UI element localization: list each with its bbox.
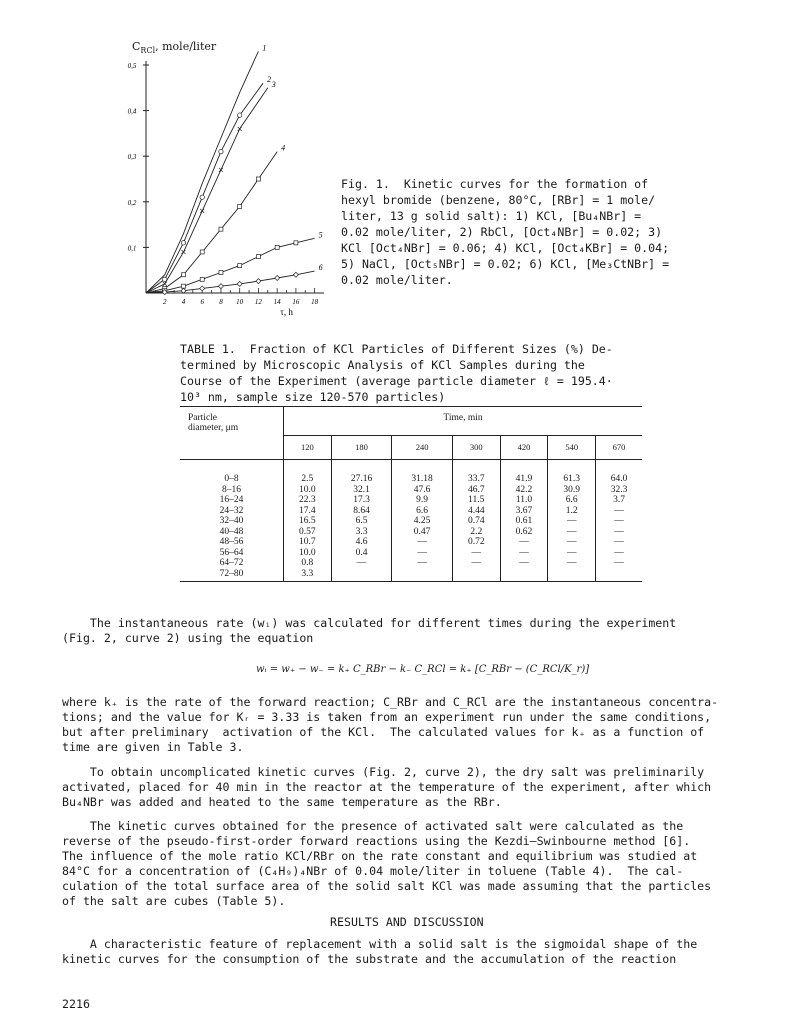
table-cell: 0.4 — [355, 547, 368, 558]
table-cell: 0.57 — [299, 526, 316, 537]
table-cell: — — [356, 558, 367, 568]
data-point — [294, 241, 298, 245]
y-tick-label: 0,4 — [127, 107, 137, 116]
curve-1 — [146, 51, 258, 293]
table-cell — [501, 569, 548, 580]
data-point — [200, 209, 204, 213]
table-cell: — — [566, 547, 577, 558]
table-caption: TABLE 1. Fraction of KCl Particles of Different Sizes (%) De- termined by Microscopic Analysis of KCl Samples during the Course of the Experiment (average particle diameter ℓ = 195.4· 10³ nm, sample size 120-570 particles) — [180, 342, 613, 404]
x-tick-label: 10 — [236, 298, 244, 306]
table-cell: — — [566, 537, 577, 547]
table-cell: — — [566, 516, 577, 526]
table-cell: — — [519, 547, 529, 558]
table-cell-diameter: 48–56 — [219, 537, 244, 547]
x-axis-label: τ, h — [280, 307, 293, 317]
curve-label: 4 — [281, 143, 286, 153]
curve-label: 5 — [318, 230, 323, 240]
table-cell-diameter: 8–16 — [222, 484, 241, 495]
curve-3 — [146, 88, 268, 293]
table-time-header: 240 — [392, 436, 453, 460]
data-point — [238, 127, 242, 131]
x-tick-label: 18 — [311, 298, 319, 306]
table-cell — [453, 569, 500, 580]
table-cell: 41.9 — [515, 474, 533, 484]
data-point — [219, 149, 223, 153]
table-cell: 9.9 — [416, 495, 429, 505]
table-cell: 17.3 — [353, 495, 370, 505]
table-value-column — [500, 460, 548, 582]
table-cell: 0.61 — [515, 516, 533, 526]
curve-2 — [146, 83, 263, 293]
table-cell: 2.5 — [301, 474, 314, 484]
table-cell — [332, 569, 392, 580]
table-cell: 3.3 — [301, 568, 314, 579]
section-heading: RESULTS AND DISCUSSION — [330, 915, 484, 929]
table-cell: — — [519, 558, 529, 568]
table-cell: 6.6 — [565, 495, 578, 505]
y-tick-label: 0,1 — [127, 244, 137, 253]
table-cell: — — [614, 537, 624, 547]
table-value-column — [452, 460, 500, 582]
table-cell: 0.72 — [467, 537, 485, 547]
y-tick-label: 0,2 — [127, 198, 137, 207]
table-time-header: 420 — [500, 436, 548, 460]
x-tick-label: 2 — [162, 298, 167, 306]
figure-caption: Fig. 1. Kinetic curves for the formation of hexyl bromide (benzene, 80°C, [RBr] = 1 mole/ liter, 13 g solid salt): 1) KCl, [Bu₄NBr] = 0.02 mole/liter, 2) RbCl, [Oct₄NBr] = 0.02; 3) KCl [Oct₄NBr] = 0.06; 4) KCl, [Oct₄KBr] = 0.04; 5) NaCl, [Oct₅NBr] = 0.02; 6) KCl, [Me₃CtNBr] = 0.02 mole/liter. — [341, 177, 670, 287]
data-point — [219, 168, 223, 172]
table-cell: 11.0 — [515, 495, 533, 505]
table-cell: 30.9 — [563, 484, 581, 495]
page-number: 2216 — [62, 997, 90, 1011]
table-cell: — — [614, 558, 624, 568]
data-point — [181, 284, 185, 288]
table-value-column — [596, 460, 642, 582]
table-cell: 33.7 — [467, 474, 485, 484]
data-point — [200, 195, 204, 199]
data-point — [181, 288, 186, 293]
paragraph-activation: To obtain uncomplicated kinetic curves (Fig. 2, curve 2), the dry salt was preliminarily activated, placed for 40 min in the reactor at the temperature of the experiment, after which Bu₄NBr was added and heated to the same temperature as the RBr. — [62, 765, 712, 809]
data-point — [163, 282, 167, 286]
data-point — [256, 177, 260, 181]
table-cell: 4.6 — [355, 537, 368, 547]
table-cell: 4.44 — [467, 505, 485, 516]
paragraph-rate: The instantaneous rate (wᵢ) was calculated for different times during the experiment (Fig. 2, curve 2) using the equation — [62, 616, 677, 645]
data-point — [181, 241, 185, 245]
table-cell: 10.0 — [299, 547, 316, 558]
y-tick-label: 0,5 — [127, 62, 137, 70]
table-value-column — [392, 460, 453, 582]
table-cell: 1.2 — [565, 505, 578, 516]
table-cell: 0.47 — [413, 526, 431, 537]
table-cell-diameter: 0–8 — [224, 474, 239, 484]
table-cell: — — [471, 558, 482, 568]
table-cell: 4.25 — [413, 516, 431, 526]
table-cell: 3.7 — [613, 495, 625, 505]
table-cell: 10.7 — [299, 537, 316, 547]
table-value-column — [331, 460, 392, 582]
table-cell: 47.6 — [413, 484, 431, 495]
data-point — [218, 284, 223, 289]
data-point — [293, 272, 298, 277]
data-table — [180, 406, 642, 582]
curve-label: 3 — [271, 79, 276, 89]
table-cell — [392, 569, 452, 580]
y-tick-label: 0,3 — [127, 153, 137, 162]
x-tick-label: 8 — [219, 298, 223, 306]
y-axis-label: $C_{RCl}$, mole/liter — [132, 40, 217, 56]
x-tick-label: 4 — [181, 298, 186, 306]
data-point — [256, 255, 260, 259]
table-time-header: 670 — [596, 436, 642, 460]
table-cell: — — [566, 526, 577, 537]
table-cell: 6.5 — [355, 516, 368, 526]
data-point — [181, 250, 185, 254]
table-cell — [548, 569, 595, 580]
table-header-particle: Particle — [188, 413, 218, 423]
table-cell: 3.67 — [515, 505, 533, 516]
paragraph-results: A characteristic feature of replacement with a solid salt is the sigmoidal shape of the kinetic curves for the consumption of the substrate and the accumulation of the reaction — [62, 937, 698, 966]
data-point — [219, 270, 223, 274]
table-cell: — — [614, 516, 624, 526]
table-cell: — — [471, 547, 482, 558]
table-cell: — — [614, 526, 624, 537]
paragraph-definitions: where k₊ is the rate of the forward reaction; C_RBr and C_RCl are the instantaneous concentra- tions; and the value for Kᵣ = 3.33 is taken from an experiment run under the same conditions, but after preliminary activation of the KCl. The calculated values for k₊ as a function of time are given in Table 3. — [62, 695, 719, 754]
table-cell: 2.2 — [470, 526, 483, 537]
table-cell-diameter: 32–40 — [219, 516, 244, 526]
x-tick-label: 16 — [292, 298, 300, 306]
table-header-time: Time, min — [284, 407, 643, 436]
data-point — [256, 279, 261, 284]
data-point — [275, 245, 279, 249]
table-cell: 61.3 — [563, 474, 581, 484]
table-cell: — — [614, 547, 624, 558]
curve-label: 2 — [267, 75, 272, 85]
equation — [256, 664, 589, 675]
table-cell-diameter: 24–32 — [219, 505, 244, 516]
equation-text: wᵢ = w₊ − w₋ = k₊ C_RBr − k₋ C_RCl = k₊ [C_RBr − (C_RCl/K_r)] — [256, 664, 590, 675]
table-value-column — [284, 460, 332, 582]
table-cell: — — [417, 537, 427, 547]
table-cell: 27.16 — [350, 474, 373, 484]
curve-label: 1 — [262, 43, 267, 53]
data-point — [275, 275, 280, 280]
data-point — [238, 204, 242, 208]
data-point — [238, 264, 242, 268]
table-cell: 0.74 — [467, 516, 485, 526]
table-cell: 11.5 — [468, 495, 485, 505]
data-point — [181, 273, 185, 277]
x-tick-label: 6 — [200, 298, 204, 306]
curve-6 — [146, 271, 315, 293]
table-time-header: 120 — [284, 436, 332, 460]
table-cell: 42.2 — [515, 484, 533, 495]
table-cell: 64.0 — [610, 474, 628, 484]
table-cell-diameter: 56–64 — [219, 547, 244, 558]
table-diameter-column — [180, 460, 284, 582]
table-time-header: 540 — [548, 436, 596, 460]
table-cell: — — [417, 558, 427, 568]
table-cell-diameter: 64–72 — [219, 558, 244, 568]
table-cell: — — [417, 547, 427, 558]
table-cell: 32.3 — [610, 484, 628, 495]
x-tick-label: 12 — [254, 298, 262, 306]
table-header-diameter: diameter, μm — [188, 423, 239, 433]
table-cell — [596, 569, 642, 580]
table-cell: 46.7 — [467, 484, 485, 495]
table-cell: 10.0 — [299, 484, 316, 495]
data-point — [237, 113, 241, 117]
paragraph-kinetics: The kinetic curves obtained for the presence of activated salt were calculated as the reverse of the pseudo-first-order forward reactions using the Kezdi–Swinbourne method [6]. The influence of the mole ratio KCl/RBr on the rate constant and equilibrium was studied at 84°C for a concentration of (C₄H₉)₄NBr of 0.04 mole/liter in toluene (Table 4). The cal- culation of the total surface area of the solid salt KCl was made assuming that the particles of the salt are cubes (Table 5). — [62, 819, 712, 908]
table-cell: 0.62 — [515, 526, 533, 537]
table-cell: 31.18 — [411, 474, 433, 484]
table-cell: 6.6 — [416, 505, 429, 516]
table-cell: — — [614, 505, 624, 516]
table-cell: 22.3 — [299, 495, 316, 505]
table-cell: — — [519, 537, 529, 547]
data-point — [200, 286, 205, 291]
table-cell: 32.1 — [353, 484, 370, 495]
table-cell: 16.5 — [299, 516, 316, 526]
data-point — [200, 277, 204, 281]
curve-label: 6 — [318, 263, 323, 273]
table-cell: 17.4 — [299, 505, 316, 516]
table-cell-diameter: 40–48 — [219, 526, 244, 537]
data-point — [237, 281, 242, 286]
table-value-column — [548, 460, 596, 582]
table-cell: — — [566, 558, 577, 568]
table-cell: 8.64 — [353, 505, 370, 516]
table-time-header: 300 — [452, 436, 500, 460]
data-point — [200, 250, 204, 254]
table-cell-diameter: 16–24 — [219, 495, 244, 505]
table-cell: 3.3 — [355, 526, 368, 537]
table-time-header: 180 — [331, 436, 392, 460]
table-cell: 0.8 — [301, 558, 314, 568]
data-point — [219, 227, 223, 231]
table-cell-diameter: 72–80 — [219, 568, 244, 579]
x-tick-label: 14 — [273, 298, 281, 306]
